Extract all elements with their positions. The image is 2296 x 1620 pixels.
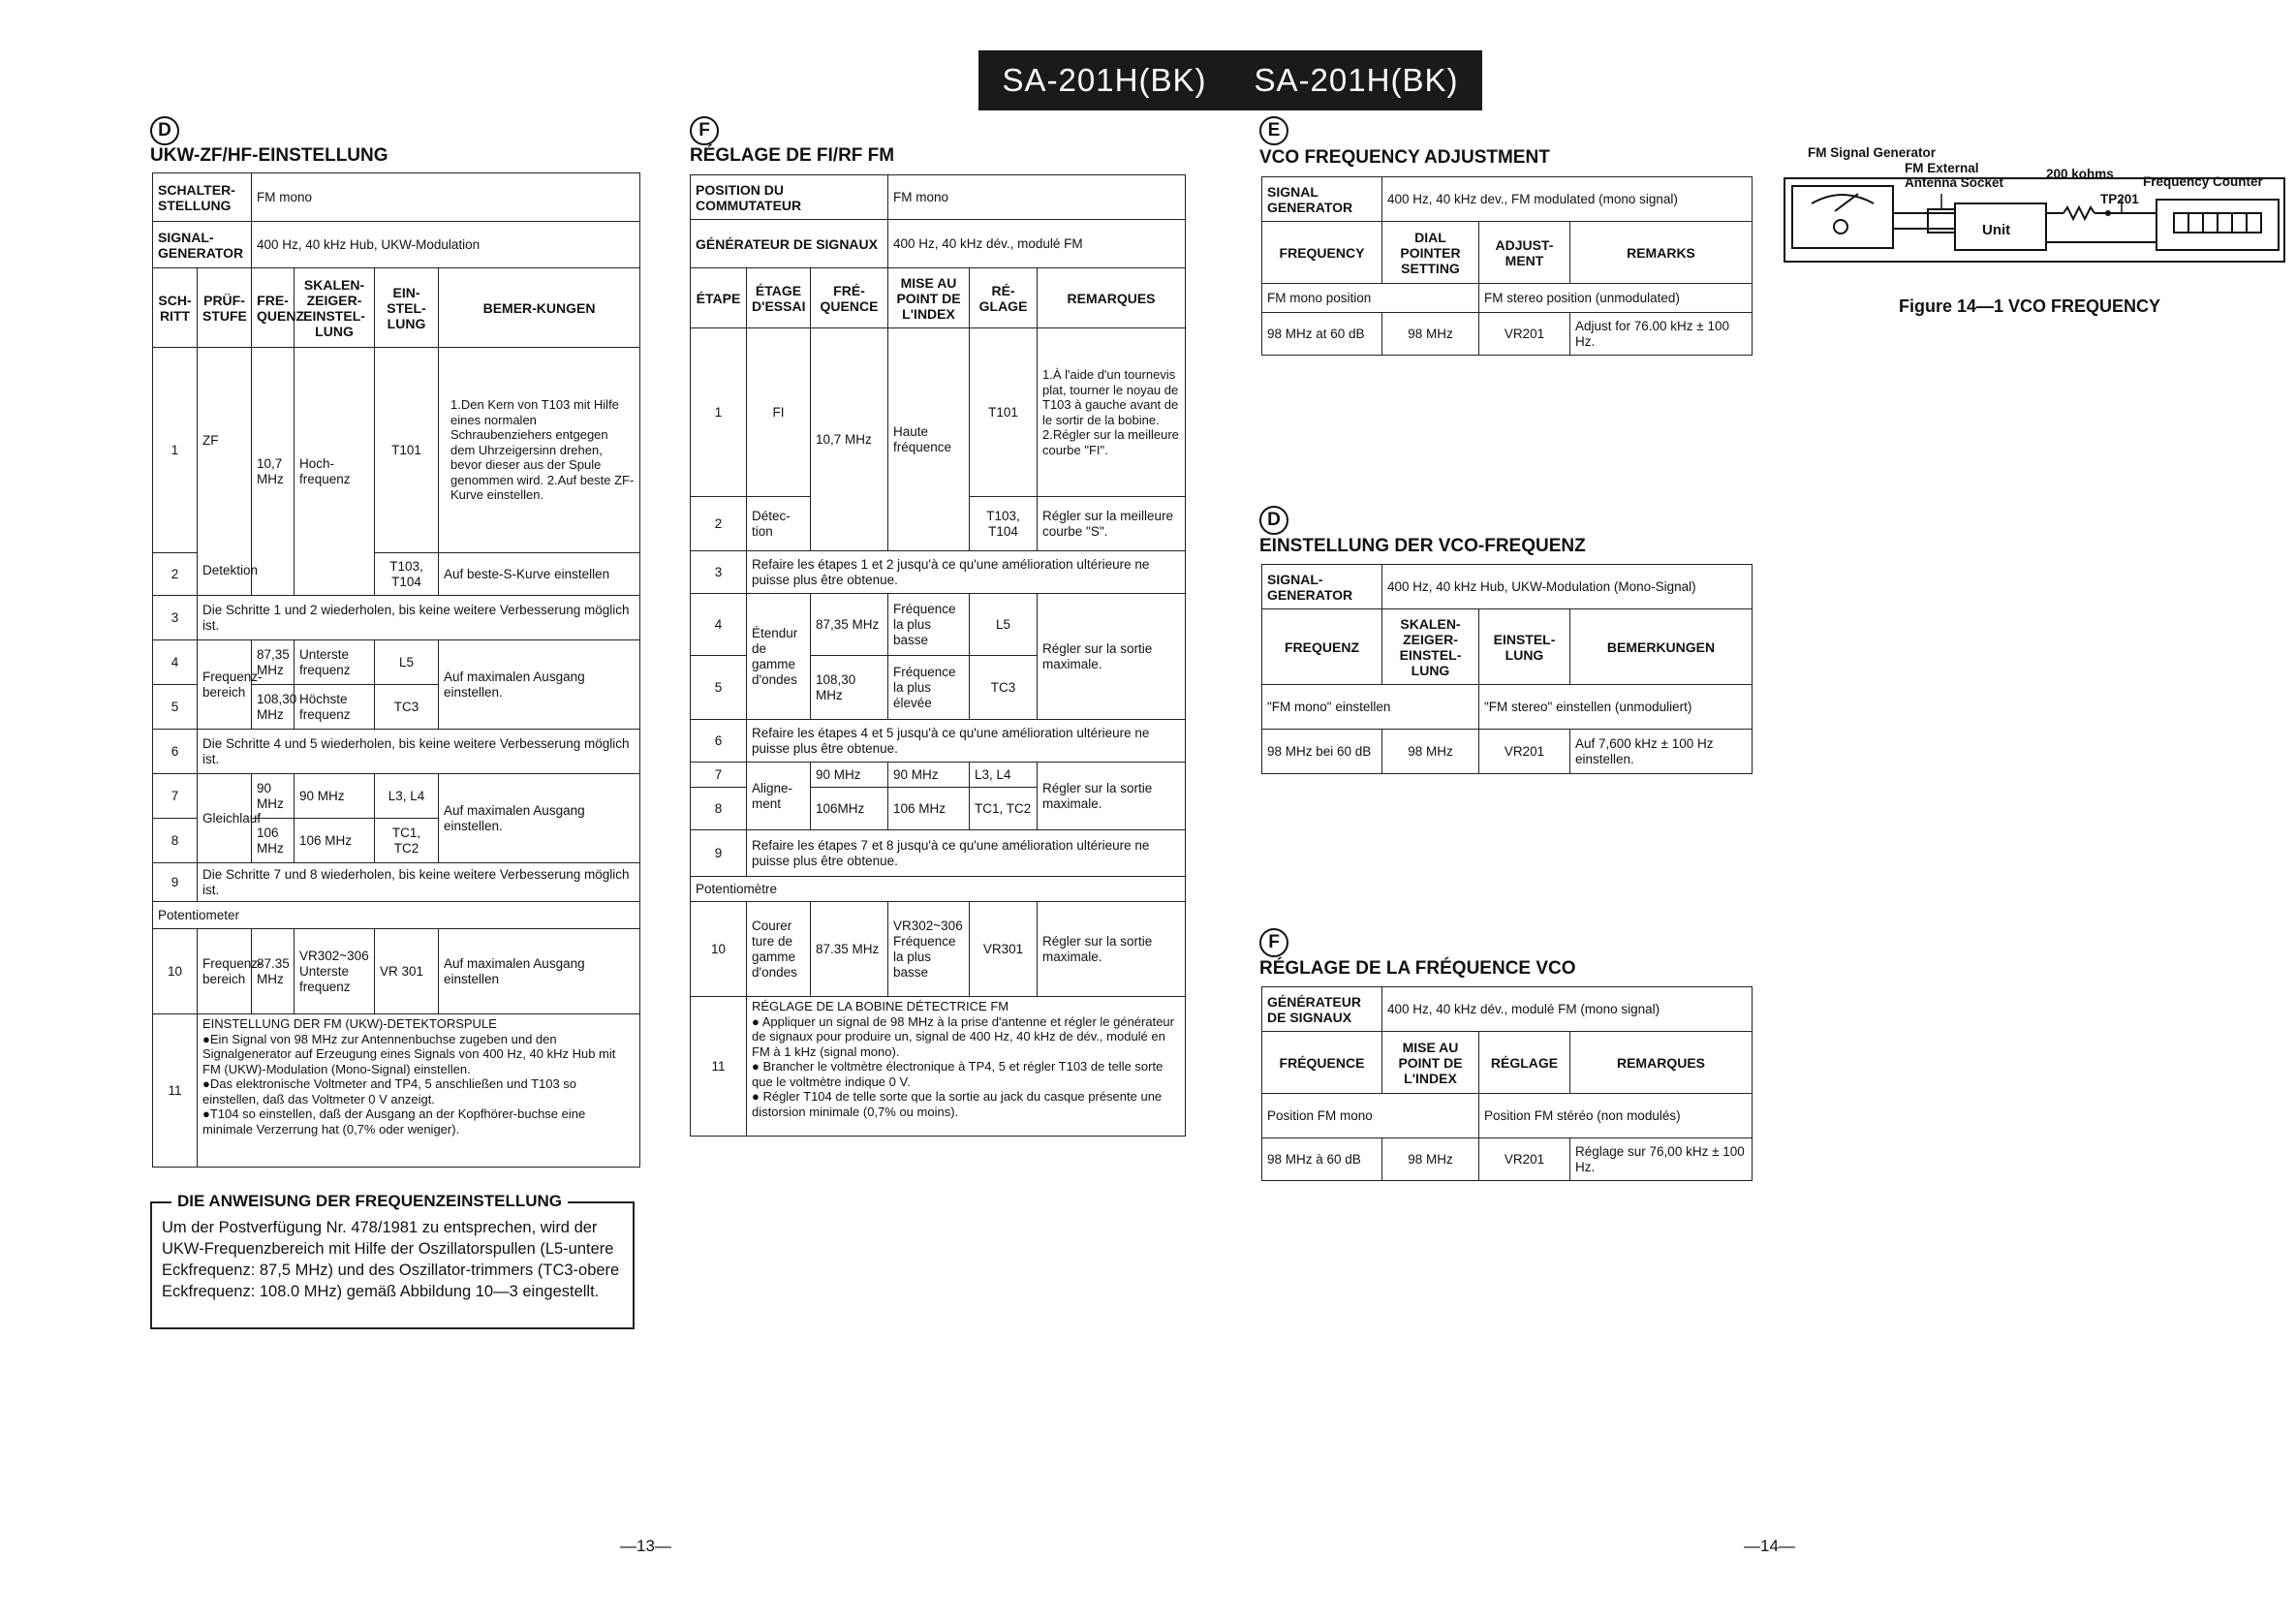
- table-row: 3 Die Schritte 1 und 2 wiederholen, bis keine weitere Verbesserung möglich ist.: [153, 596, 640, 640]
- counter-label: Frequency Counter: [2143, 174, 2263, 189]
- meter-arc: [1812, 195, 1874, 203]
- table-row: 2 Détec-tion T103, T104 Régler sur la meilleure courbe "S".: [691, 497, 1186, 551]
- col-header: FRE-QUENZ: [252, 268, 295, 348]
- figure-caption: Figure 14—1 VCO FREQUENCY: [1899, 296, 2161, 316]
- section-letter: F: [690, 116, 719, 145]
- table-row: 9 Refaire les étapes 7 et 8 jusqu'à ce qu'une amélioration ultérieure ne puisse plus être obtenue.: [691, 830, 1186, 877]
- unit-label: Unit: [1982, 222, 2011, 238]
- note-title: DIE ANWEISUNG DER FREQUENZEINSTELLUNG: [171, 1192, 568, 1211]
- col-header: BEMER-KUNGEN: [439, 268, 640, 348]
- col-header: ADJUST-MENT: [1479, 222, 1570, 284]
- unit-box: [1955, 203, 2046, 250]
- schalter-label: SCHALTER-STELLUNG: [153, 173, 252, 222]
- position-label: POSITION DU COMMUTATEUR: [691, 175, 888, 220]
- table-row: 1 ZF Detektion 10,7 MHz Hoch-frequenz T101 1.Den Kern von T103 mit Hilfe eines normalen Schraubenziehers entgegen dem Uhrzeigersinn drehen, bevor dieser aus der Spule genommen wird. 2.Auf beste ZF-Kurve einstellen.: [153, 348, 640, 553]
- table-row: 3 Refaire les étapes 1 et 2 jusqu'à ce qu'une amélioration ultérieure ne puisse plus être obtenue.: [691, 551, 1186, 594]
- section-title: RÉGLAGE DE FI/RF FM: [690, 145, 895, 166]
- knob-icon: [1834, 220, 1847, 234]
- col-header: BEMERKUNGEN: [1570, 609, 1753, 685]
- fr-vco-table: GÉNÉRATEUR DE SIGNAUX 400 Hz, 40 kHz dév., modulé FM (mono signal) FRÉQUENCE MISE AU POINT DE L'INDEX RÉGLAGE REMARQUES Position FM mono Position FM stéréo (non modulés) 98 MHz à 60 dB 98 MHz VR201 Réglage sur 76,00 kHz ± 100 Hz.: [1261, 986, 1753, 1181]
- section-title: UKW-ZF/HF-EINSTELLUNG: [150, 145, 388, 166]
- tp-label: TP201: [2100, 192, 2139, 206]
- section-title: EINSTELLUNG DER VCO-FREQUENZ: [1259, 536, 1586, 556]
- col-header: PRÜF-STUFE: [198, 268, 252, 348]
- col-header: DIAL POINTER SETTING: [1382, 222, 1479, 284]
- table-row: 8 106 MHz 106 MHz TC1, TC2: [153, 819, 640, 863]
- col-header: MISE AU POINT DE L'INDEX: [1382, 1032, 1479, 1094]
- col-header: SKALEN-ZEIGER-EINSTEL-LUNG: [1382, 609, 1479, 685]
- table-row: 7 Gleichlauf 90 MHz 90 MHz L3, L4 Auf maximalen Ausgang einstellen.: [153, 774, 640, 819]
- table-row: 2 T103, T104 Auf beste-S-Kurve einstellen: [153, 553, 640, 596]
- position-value: FM mono: [888, 175, 1186, 220]
- page-number-left: —13—: [620, 1537, 671, 1555]
- col-header: FRÉQUENCE: [1262, 1032, 1382, 1094]
- section-letter: D: [150, 116, 179, 145]
- meter-needle: [1835, 194, 1858, 211]
- table-row: 5 108,30 MHz Fréquence la plus élevée TC3: [691, 656, 1186, 720]
- model-right: SA-201H(BK): [1254, 62, 1459, 98]
- table-row: 4 Frequenz-bereich 87,35 MHz Unterste frequenz L5 Auf maximalen Ausgang einstellen.: [153, 640, 640, 685]
- section-title: RÉGLAGE DE LA FRÉQUENCE VCO: [1259, 958, 1576, 979]
- col-header: REMARKS: [1570, 222, 1753, 284]
- col-header: MISE AU POINT DE L'INDEX: [888, 268, 970, 328]
- table-row: Potentiometer: [153, 902, 640, 929]
- generator-label: GÉNÉRATEUR DE SIGNAUX: [691, 220, 888, 268]
- model-left: SA-201H(BK): [1002, 62, 1207, 98]
- col-header: RÉGLAGE: [1479, 1032, 1570, 1094]
- resistor-icon: [2063, 207, 2094, 219]
- signal-value: 400 Hz, 40 kHz Hub, UKW-Modulation: [252, 222, 640, 268]
- table-row: 98 MHz at 60 dB 98 MHz VR201 Adjust for 76.00 kHz ± 100 Hz.: [1262, 313, 1753, 356]
- col-header: REMARQUES: [1570, 1032, 1753, 1094]
- en-vco-table: SIGNAL GENERATOR 400 Hz, 40 kHz dev., FM modulated (mono signal) FREQUENCY DIAL POINTER SETTING ADJUST-MENT REMARKS FM mono position FM stereo position (unmodulated) 98 MHz at 60 dB 98 MHz VR201 Adjust for 76.00 kHz ± 100 Hz.: [1261, 176, 1753, 356]
- signal-label: SIGNAL-GENERATOR: [153, 222, 252, 268]
- table-row: 4 Étendur de gamme d'ondes 87,35 MHz Fréquence la plus basse L5 Régler sur la sortie maximale.: [691, 594, 1186, 656]
- col-header: SKALEN-ZEIGER-EINSTEL-LUNG: [295, 268, 375, 348]
- tp-dot: [2105, 210, 2111, 216]
- table-row: 9 Die Schritte 7 und 8 wiederholen, bis keine weitere Verbesserung möglich ist.: [153, 863, 640, 902]
- col-header: ÉTAGE D'ESSAI: [747, 268, 811, 328]
- section-letter: D: [1259, 506, 1288, 535]
- vco-connection-diagram: [1783, 171, 2286, 267]
- table-row: 10 Frequenz-bereich 87.35 MHz VR302~306 Unterste frequenz VR 301 Auf maximalen Ausgang einstellen: [153, 929, 640, 1014]
- col-header: EINSTEL-LUNG: [1479, 609, 1570, 685]
- fr-fi-table: [690, 174, 1186, 1137]
- page-number-right: —14—: [1744, 1537, 1795, 1555]
- table-row: 8 106MHz 106 MHz TC1, TC2: [691, 788, 1186, 830]
- table-row: 1 FI 10,7 MHz Haute fréquence T101 1.À l'aide d'un tournevis plat, tourner le noyau de T103 à gauche avant de le sortir de la bobine. 2.Régler sur la meilleure courbe "FI".: [691, 328, 1186, 497]
- generator-value: 400 Hz, 40 kHz dév., modulé FM: [888, 220, 1186, 268]
- frequency-note-box: [150, 1192, 635, 1329]
- col-header: SCH-RITT: [153, 268, 198, 348]
- table-row: 11 RÉGLAGE DE LA BOBINE DÉTECTRICE FM ● Appliquer un signal de 98 MHz à la prise d'antenne et régler le générateur de signaux pour produire un, signal de 400 Hz, 40 kHz de dév., modulé en FM à 1 kHz (signal mono). ● Brancher le voltmètre électronique à TP4, 5 et régler T103 de telle sorte que le voltmètre indique 0 V. ● Régler T104 de telle sorte que la sortie au jack du casque présente une distorsion minimale (0,7% ou moins).: [691, 997, 1186, 1137]
- table-row: Potentiomètre: [691, 877, 1186, 902]
- table-row: 6 Refaire les étapes 4 et 5 jusqu'à ce qu'une amélioration ultérieure ne puisse plus être obtenue.: [691, 720, 1186, 763]
- table-row: 11 EINSTELLUNG DER FM (UKW)-DETEKTORSPULE ●Ein Signal von 98 MHz zur Antennenbuchse zugeben und den Signalgenerator auf Erzeugung eines Signals von 400 Hz, 40 kHz Hub mit FM (UKW)-Modulation (Mono-Signal) einstellen. ●Das elektronische Voltmeter and TP4, 5 anschließen und T103 so einstellen, daß das Voltmeter 0 V anzeigt. ●T104 so einstellen, daß der Ausgang an der Kopfhörer-buchse eine minimale Verzerrung hat (0,7% oder weniger).: [153, 1014, 640, 1168]
- gen-label: FM Signal Generator: [1808, 145, 1937, 160]
- schalter-value: FM mono: [252, 173, 640, 222]
- model-header: [978, 50, 1482, 110]
- de-ukw-table: [152, 172, 640, 1168]
- section-title: VCO FREQUENCY ADJUSTMENT: [1259, 147, 1550, 168]
- table-row: 5 108,30 MHz Höchste frequenz TC3: [153, 685, 640, 730]
- antenna-label: FM External Antenna Socket: [1905, 161, 2004, 190]
- col-header: FRÉ-QUENCE: [811, 268, 888, 328]
- de-vco-table: SIGNAL-GENERATOR 400 Hz, 40 kHz Hub, UKW-Modulation (Mono-Signal) FREQUENZ SKALEN-ZEIGER-EINSTEL-LUNG EINSTEL-LUNG BEMERKUNGEN "FM mono" einstellen "FM stereo" einstellen (unmoduliert) 98 MHz bei 60 dB 98 MHz VR201 Auf 7,600 kHz ± 100 Hz einstellen.: [1261, 564, 1753, 774]
- col-header: EIN-STEL-LUNG: [375, 268, 439, 348]
- section-letter: E: [1259, 116, 1288, 145]
- table-row: 6 Die Schritte 4 und 5 wiederholen, bis keine weitere Verbesserung möglich ist.: [153, 730, 640, 774]
- table-row: 98 MHz à 60 dB 98 MHz VR201 Réglage sur 76,00 kHz ± 100 Hz.: [1262, 1138, 1753, 1181]
- resistor-label: 200 kohms: [2046, 167, 2114, 181]
- note-body: Um der Postverfügung Nr. 478/1981 zu entsprechen, wird der UKW-Frequenzbereich mit Hilfe der Oszillatorspullen (L5-untere Eckfrequenz: 87,5 MHz) und des Oszillator-trimmers (TC3-obere Eckfrequenz: 108.0 MHz) gemäß Abbildung 10—3 eingestellt.: [162, 1219, 620, 1300]
- table-row: 10 Courer ture de gamme d'ondes 87.35 MHz VR302~306 Fréquence la plus basse VR301 Régler sur la sortie maximale.: [691, 902, 1186, 997]
- table-row: 7 Aligne-ment 90 MHz 90 MHz L3, L4 Régler sur la sortie maximale.: [691, 763, 1186, 788]
- section-letter: F: [1259, 928, 1288, 957]
- table-row: 98 MHz bei 60 dB 98 MHz VR201 Auf 7,600 kHz ± 100 Hz einstellen.: [1262, 730, 1753, 774]
- col-header: ÉTAPE: [691, 268, 747, 328]
- col-header: RÉ-GLAGE: [970, 268, 1038, 328]
- col-header: FREQUENCY: [1262, 222, 1382, 284]
- col-header: FREQUENZ: [1262, 609, 1382, 685]
- col-header: REMARQUES: [1038, 268, 1186, 328]
